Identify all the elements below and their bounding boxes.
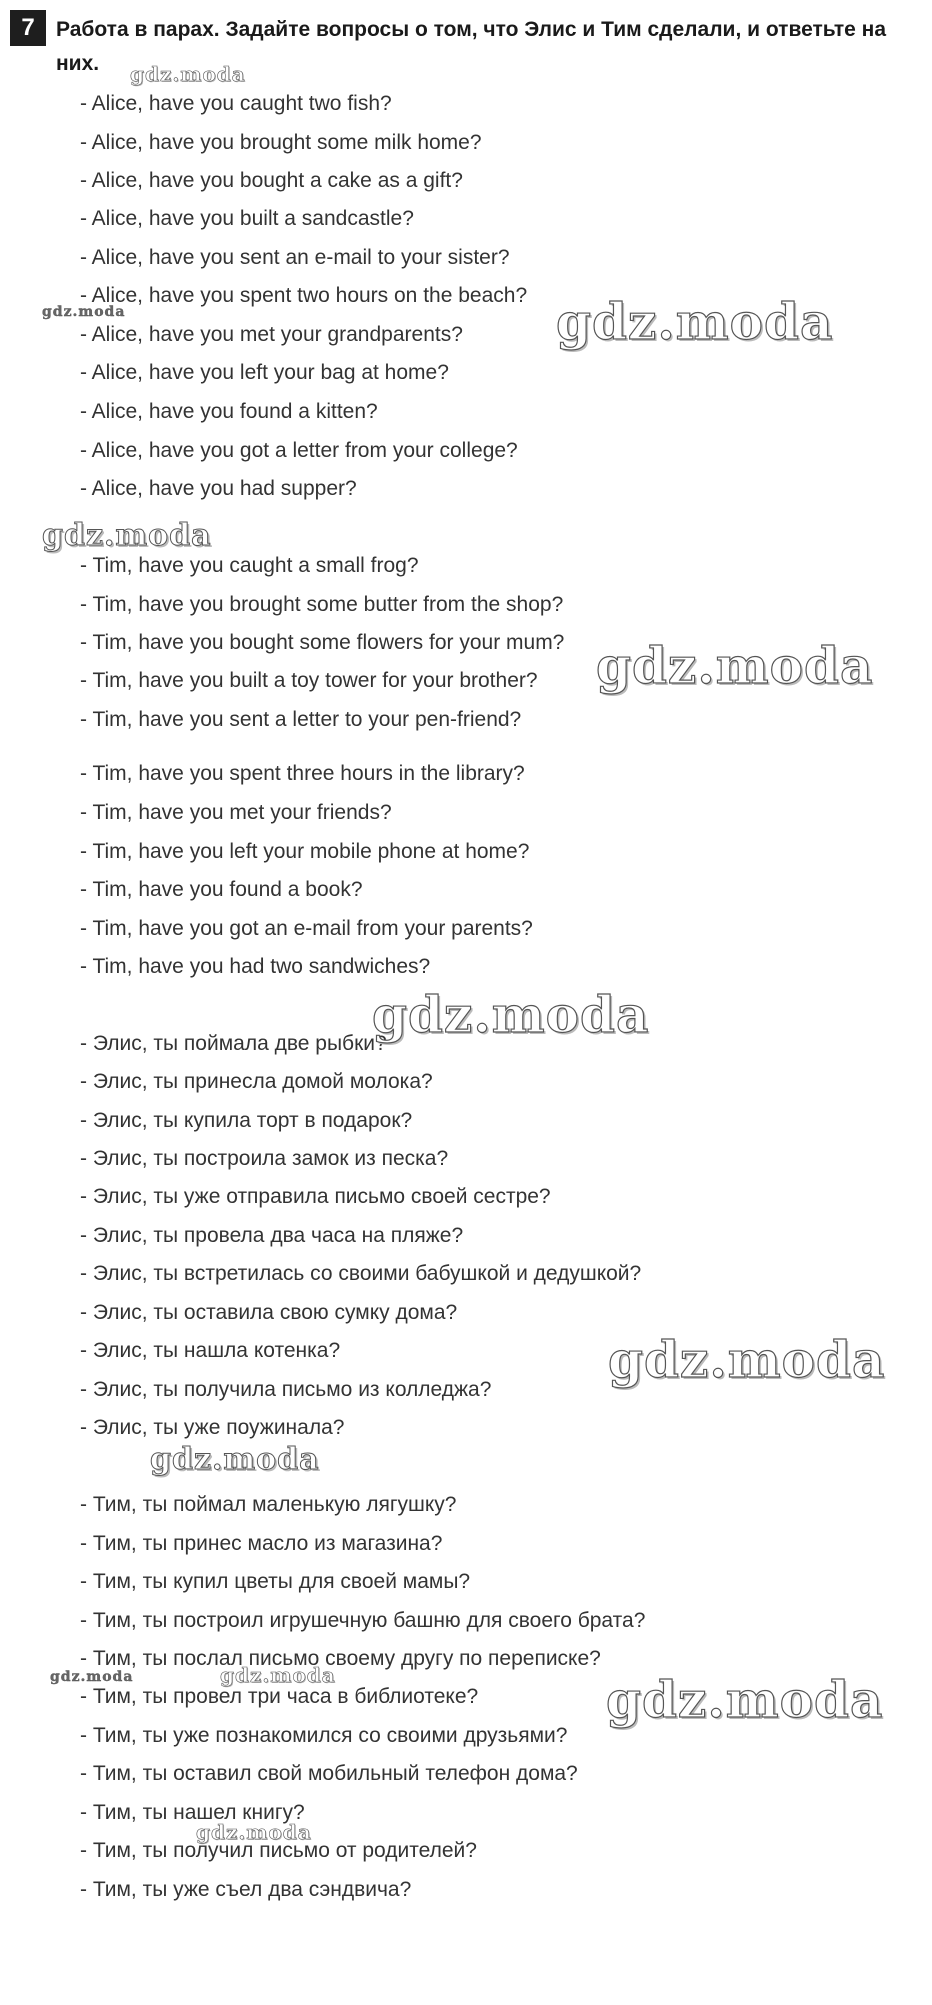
- question-line: - Tim, have you met your friends?: [80, 801, 392, 824]
- question-line: - Тим, ты поймал маленькую лягушку?: [80, 1493, 457, 1516]
- question-line: - Tim, have you left your mobile phone at home?: [80, 840, 530, 863]
- question-line: - Alice, have you found a kitten?: [80, 400, 378, 423]
- question-line: - Alice, have you met your grandparents?: [80, 323, 463, 346]
- question-line: - Элис, ты оставила свою сумку дома?: [80, 1301, 458, 1324]
- question-line: - Элис, ты получила письмо из колледжа?: [80, 1378, 492, 1401]
- watermark: gdz.moda: [196, 1820, 312, 1844]
- watermark: gdz.moda: [606, 1670, 884, 1729]
- question-line: - Tim, have you had two sandwiches?: [80, 955, 431, 978]
- question-line: - Элис, ты провела два часа на пляже?: [80, 1224, 464, 1247]
- watermark: gdz.moda: [220, 1663, 336, 1687]
- question-line: - Тим, ты уже съел два сэндвича?: [80, 1878, 412, 1901]
- question-line: - Элис, ты уже отправила письмо своей сестре?: [80, 1185, 551, 1208]
- watermark: gdz.moda: [42, 518, 212, 553]
- question-line: - Alice, have you bought a cake as a gift?: [80, 169, 463, 192]
- watermark: gdz.moda: [130, 62, 246, 86]
- watermark: gdz.moda: [150, 1442, 320, 1477]
- question-line: - Alice, have you spent two hours on the beach?: [80, 284, 528, 307]
- question-line: - Элис, ты встретилась со своими бабушкой и дедушкой?: [80, 1262, 642, 1285]
- question-line: - Tim, have you bought some flowers for your mum?: [80, 631, 565, 654]
- question-line: - Элис, ты купила торт в подарок?: [80, 1109, 413, 1132]
- question-line: - Alice, have you caught two fish?: [80, 92, 392, 115]
- task-instruction: Работа в парах. Задайте вопросы о том, что Элис и Тим сделали, и ответьте на них.: [56, 18, 886, 75]
- question-line: - Alice, have you sent an e-mail to your sister?: [80, 246, 510, 269]
- question-line: - Alice, have you got a letter from your college?: [80, 439, 518, 462]
- question-line: - Элис, ты принесла домой молока?: [80, 1070, 433, 1093]
- question-line: - Элис, ты поймала две рыбки?: [80, 1032, 387, 1055]
- question-line: - Тим, ты оставил свой мобильный телефон дома?: [80, 1762, 578, 1785]
- question-line: - Alice, have you had supper?: [80, 477, 357, 500]
- watermark: gdz.moda: [42, 304, 126, 320]
- watermark: gdz.moda: [50, 1669, 134, 1685]
- watermark: gdz.moda: [372, 985, 650, 1044]
- question-line: - Тим, ты купил цветы для своей мамы?: [80, 1570, 471, 1593]
- question-line: - Alice, have you brought some milk home?: [80, 131, 482, 154]
- question-line: - Tim, have you sent a letter to your pen-friend?: [80, 708, 522, 731]
- question-line: - Элис, ты построила замок из песка?: [80, 1147, 449, 1170]
- question-line: - Тим, ты нашел книгу?: [80, 1801, 305, 1824]
- task-number-badge: 7: [10, 10, 46, 46]
- question-line: - Tim, have you found a book?: [80, 878, 363, 901]
- watermark: gdz.moda: [608, 1330, 886, 1389]
- question-line: - Тим, ты получил письмо от родителей?: [80, 1839, 477, 1862]
- question-line: - Tim, have you got an e-mail from your parents?: [80, 917, 533, 940]
- question-line: - Тим, ты послал письмо своему другу по переписке?: [80, 1647, 601, 1670]
- question-line: - Tim, have you caught a small frog?: [80, 554, 419, 577]
- question-line: - Тим, ты уже познакомился со своими друзьями?: [80, 1724, 568, 1747]
- watermark: gdz.moda: [556, 292, 834, 351]
- question-line: - Tim, have you built a toy tower for your brother?: [80, 669, 538, 692]
- question-line: - Alice, have you left your bag at home?: [80, 361, 449, 384]
- question-line: - Элис, ты нашла котенка?: [80, 1339, 341, 1362]
- question-line: - Элис, ты уже поужинала?: [80, 1416, 345, 1439]
- question-line: - Тим, ты принес масло из магазина?: [80, 1532, 443, 1555]
- question-line: - Tim, have you spent three hours in the library?: [80, 762, 525, 785]
- question-line: - Alice, have you built a sandcastle?: [80, 207, 414, 230]
- question-line: - Тим, ты построил игрушечную башню для своего брата?: [80, 1609, 646, 1632]
- question-line: - Tim, have you brought some butter from the shop?: [80, 593, 564, 616]
- question-line: - Тим, ты провел три часа в библиотеке?: [80, 1685, 479, 1708]
- watermark: gdz.moda: [596, 636, 874, 695]
